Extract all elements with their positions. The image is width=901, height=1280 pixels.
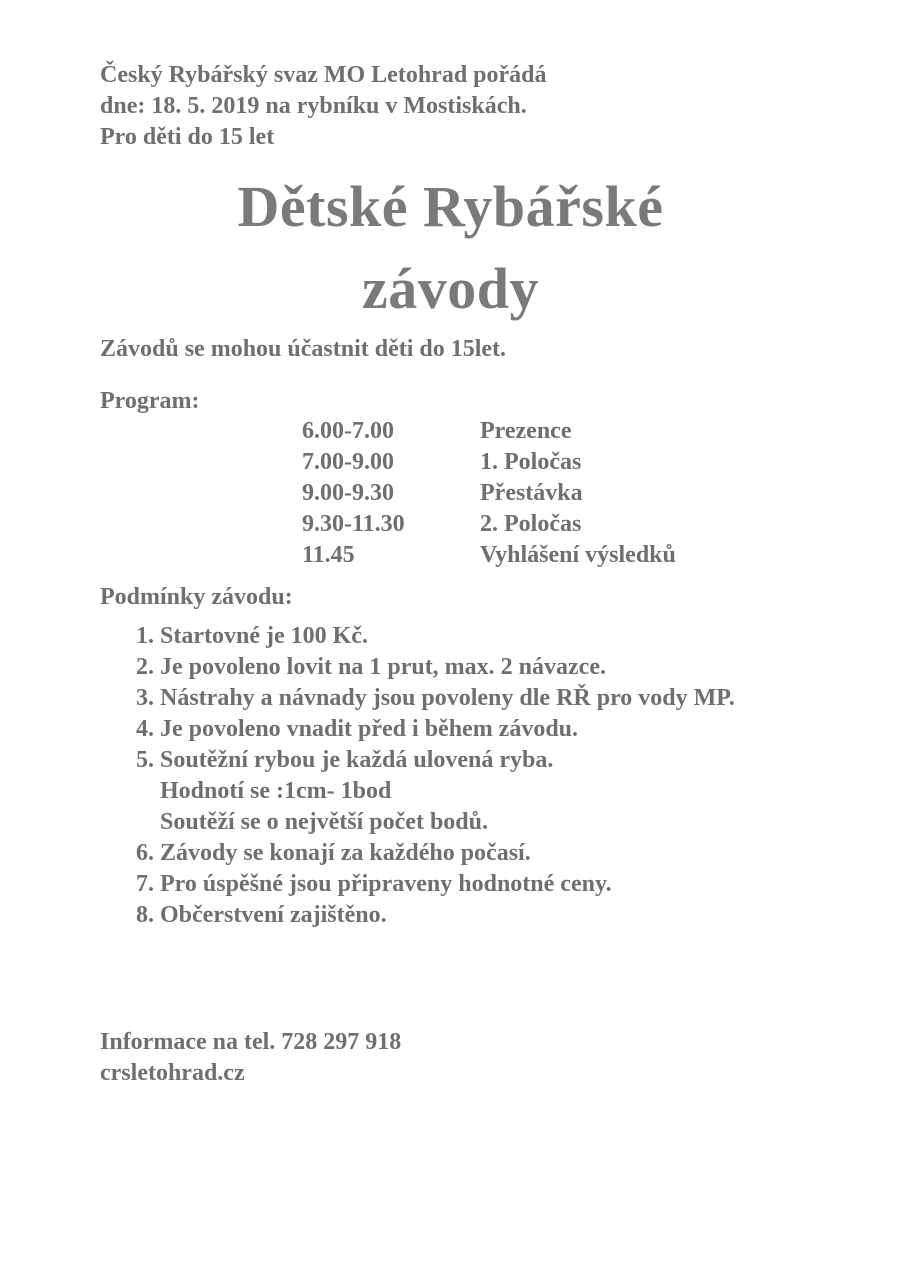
- item-number: 2.: [136, 654, 154, 680]
- page-title: [0, 166, 901, 330]
- schedule-row: [302, 478, 676, 509]
- item-text: Je povoleno vnadit před i během závodu.: [160, 716, 579, 742]
- schedule-activity: 1. Poločas: [480, 449, 582, 475]
- schedule-row: [302, 447, 676, 478]
- list-item: [120, 838, 784, 869]
- item-number: 8.: [136, 902, 154, 928]
- schedule-row: [302, 509, 676, 540]
- organizer-line: Český Rybářský svaz MO Letohrad pořádá: [100, 62, 547, 88]
- item-number: 1.: [136, 623, 154, 649]
- contact-website: crsletohrad.cz: [100, 1060, 245, 1086]
- item-number: 7.: [136, 871, 154, 897]
- schedule-time: 6.00-7.00: [302, 418, 394, 444]
- schedule-activity: 2. Poločas: [480, 511, 582, 537]
- item-subtext-points: Soutěží se o největší počet bodů.: [160, 809, 488, 835]
- schedule-row: [302, 416, 676, 447]
- item-subtext-scoring: Hodnotí se :1cm- 1bod: [160, 778, 392, 804]
- item-text: Nástrahy a návnady jsou povoleny dle RŘ pro vody MP.: [160, 685, 735, 711]
- schedule-time: 9.00-9.30: [302, 480, 394, 506]
- list-item: [120, 652, 784, 683]
- schedule-activity: Prezence: [480, 418, 572, 444]
- list-item: [120, 900, 784, 931]
- intro-block: [100, 60, 547, 153]
- program-heading: Program:: [100, 388, 200, 414]
- title-line-2: závody: [362, 256, 539, 321]
- age-line: Pro děti do 15 let: [100, 124, 275, 150]
- item-number: 4.: [136, 716, 154, 742]
- contact-block: [100, 1027, 401, 1089]
- contact-phone: Informace na tel. 728 297 918: [100, 1029, 402, 1055]
- program-schedule: [302, 416, 676, 571]
- conditions-heading: Podmínky závodu:: [100, 584, 293, 610]
- schedule-row: [302, 540, 676, 571]
- list-item: [120, 745, 784, 838]
- schedule-activity: Přestávka: [480, 480, 583, 506]
- title-line-1: Dětské Rybářské: [237, 174, 664, 239]
- date-location-line: dne: 18. 5. 2019 na rybníku v Mostiskách.: [100, 93, 527, 119]
- list-item: [120, 869, 784, 900]
- item-text: Závody se konají za každého počasí.: [160, 840, 531, 866]
- conditions-list: [120, 621, 784, 931]
- item-text: Občerstvení zajištěno.: [160, 902, 387, 928]
- item-text: Startovné je 100 Kč.: [160, 623, 368, 649]
- item-text: Soutěžní rybou je každá ulovená ryba.: [160, 747, 554, 773]
- item-number: 3.: [136, 685, 154, 711]
- schedule-time: 9.30-11.30: [302, 511, 405, 537]
- schedule-time: 11.45: [302, 542, 355, 568]
- eligibility-text: Závodů se mohou účastnit děti do 15let.: [100, 336, 507, 362]
- schedule-activity: Vyhlášení výsledků: [480, 542, 676, 568]
- list-item: [120, 683, 784, 714]
- item-text: Pro úspěšné jsou připraveny hodnotné ceny.: [160, 871, 612, 897]
- list-item: [120, 621, 784, 652]
- schedule-time: 7.00-9.00: [302, 449, 394, 475]
- list-item: [120, 714, 784, 745]
- item-number: 5.: [136, 747, 154, 773]
- item-text: Je povoleno lovit na 1 prut, max. 2 návazce.: [160, 654, 606, 680]
- item-number: 6.: [136, 840, 154, 866]
